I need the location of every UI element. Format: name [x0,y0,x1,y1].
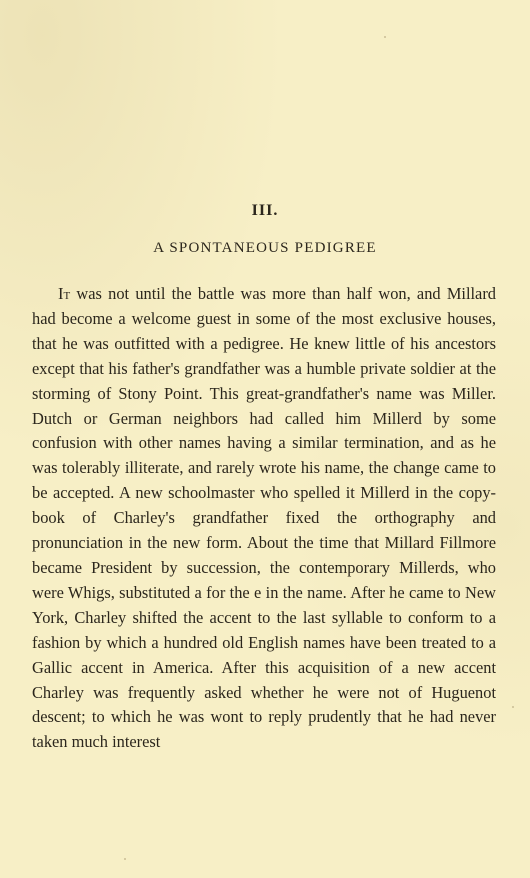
drop-caps-first-word: It [58,284,71,303]
chapter-number: III. [251,202,279,219]
body-paragraph [32,282,496,755]
paper-speck [512,706,514,708]
paper-speck [384,36,386,38]
paragraph-text: was not until the battle was more than half won, and Millard had become a welcome guest in some of the most exclusive houses, that he was outfitted with a pedigree. He knew little of his ancestors except that his father's grandfather was a humble private soldier at the storming of Stony Point. This great-grandfather's name was Miller. Dutch or German neighbors had called him Millerd by some confusion with other names having a similar termination, and as he was tolerably illiterate, and rarely wrote his name, the change came to be accepted. A new schoolmaster who spelled it Millerd in the copy-book of Charley's grandfather fixed the orthography and pronunciation in the new form. About the time that Millard Fillmore became President by succession, the contemporary Millerds, who were Whigs, substituted a for the e in the name. After he came to New York, Charley shifted the accent to the last syllable to conform to a fashion by which a hundred old English names have been treated to a Gallic accent in America. After this acquisition of a new accent Charley was frequently asked whether he were not of Huguenot descent; to which he was wont to reply prudently that he had never taken much interest [32,284,496,752]
chapter-title: A SPONTANEOUS PEDIGREE [153,240,377,256]
paper-speck [124,858,126,860]
